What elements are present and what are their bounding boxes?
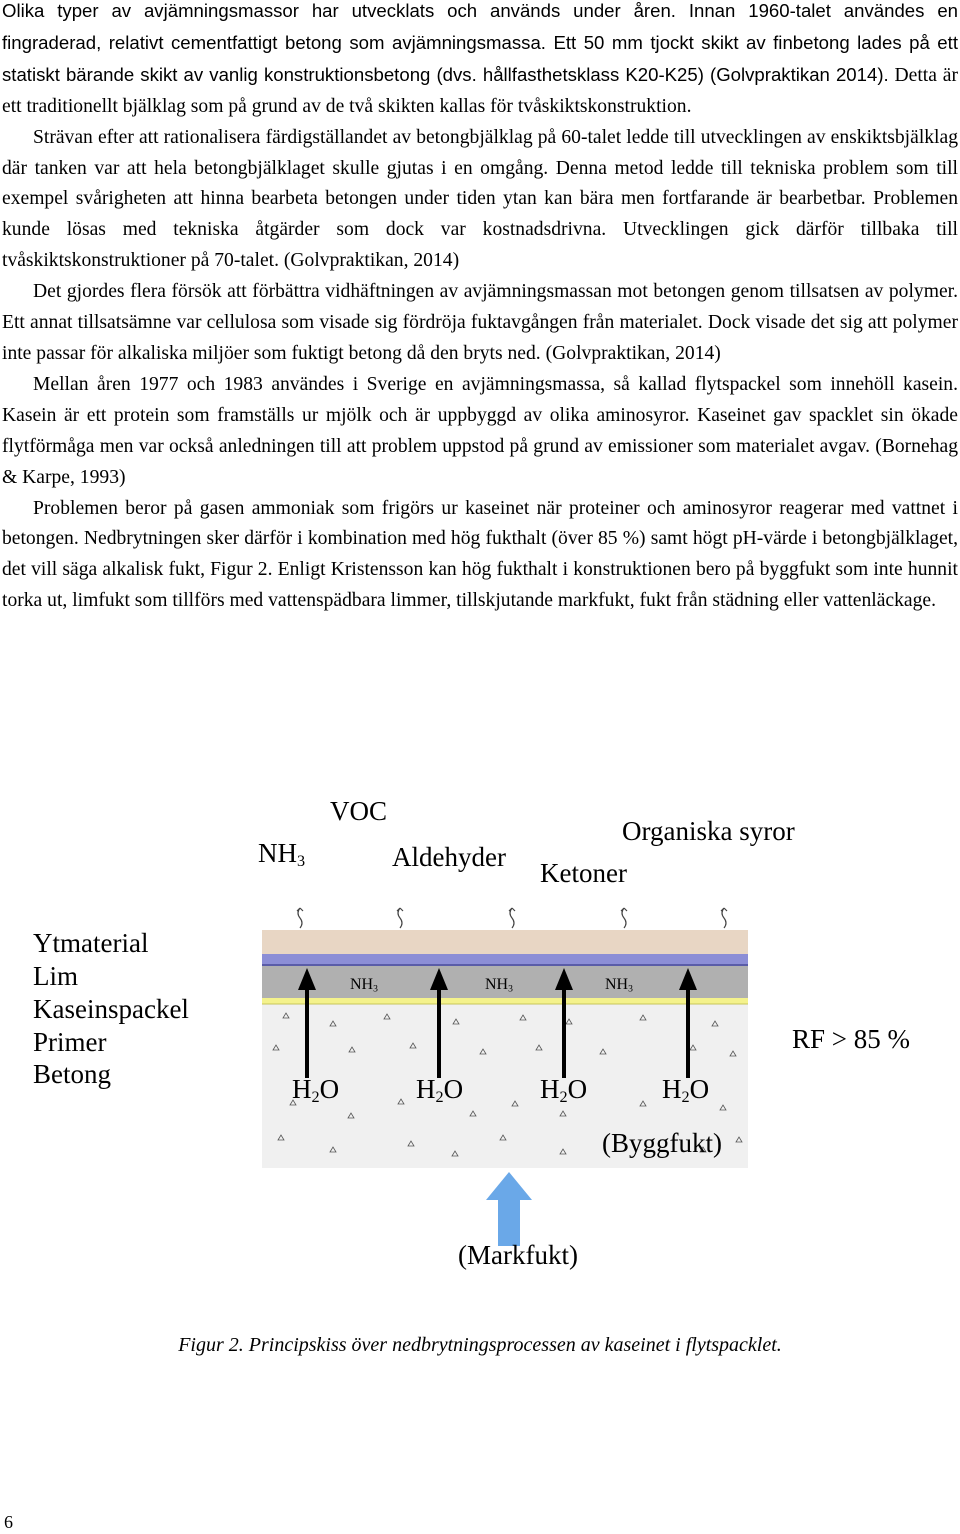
markfukt-arrow [486,1172,532,1246]
inner-nh3-label-3: $NH_3$ [605,976,633,995]
page-number: 6 [4,1512,13,1532]
wavy-arrow-5 [721,908,727,928]
body-text [2,0,958,617]
moisture-arrow-2-shaft [437,988,441,1078]
wavy-arrow-4 [621,908,627,928]
layer-ytmaterial [262,930,748,954]
markfukt-arrow-head [486,1172,532,1200]
layer-label-kaseinspackel: Kaseinspackel [33,994,189,1024]
rf-label: RF > 85 % [792,1024,910,1054]
moisture-arrow-3-shaft [562,988,566,1078]
emission-ketoner-label: Ketoner [540,858,627,888]
layer-label-primer: Primer [33,1027,107,1057]
paragraph-4: Mellan åren 1977 och 1983 användes i Sverige en avjämningsmassa, så kallad flytspackel som innehöll kasein. Kasein är ett protein som framställs ur mjölk och är uppbyggd av olika aminosyror. Kaseinet gav spacklet sin ökade flytförmåga men var också anledningen till att problem uppstod på grund av emissioner som materialet avgav. (Bornehag & Karpe, 1993) [2,373,958,488]
paragraph-1 [2,0,958,123]
inner-nh3-label-2: $NH_3$ [485,976,513,995]
emission-voc-label: VOC [330,796,388,826]
emission-nh3-label: $NH_3$ [258,838,306,871]
figure-caption: Figur 2. Principskiss över nedbrytningsprocessen av kaseinet i flytspacklet. [178,1334,782,1356]
moisture-arrow-4-shaft [686,988,690,1078]
h2o-label-1: $H_2O$ [292,1074,340,1107]
paragraph-3: Det gjordes flera försök att förbättra vidhäftningen av avjämningsmassan mot betongen genom tillsatsen av polymer. Ett annat tillsatsämne var cellulosa som visade sig fördröja fuktavgången från materialet. Dock visade det sig att polymer inte passar för alkaliska miljöer som fuktigt betong då den bryts ned. (Golvpraktikan, 2014) [2,281,958,364]
paragraph-1-sans-part: Olika typer av avjämningsmassor har utvecklats och används under åren. Innan 1960-talet användes en fingraderad, relativt cementfattigt betong som avjämningsmassa. Ett 50 mm tjockt skikt av finbetong lades på ett statiskt bärande skikt av vanlig konstruktionsbetong (dvs. hållfasthetsklass K20-K25) (Golvpraktikan 2014). [2,0,958,85]
markfukt-arrow-shaft [498,1196,520,1246]
emission-wavy-arrows [297,908,727,928]
figure-2 [0,780,960,1300]
wavy-arrow-1 [297,908,303,928]
moisture-arrow-1-shaft [305,988,309,1078]
byggfukt-label: (Byggfukt) [602,1128,722,1158]
emission-aldehyder-label: Aldehyder [392,842,506,872]
paragraph-5: Problemen beror på gasen ammoniak som frigörs ur kaseinet när proteiner och aminosyror reagerar med vattnet i betongen. Nedbrytningen sker därför i kombination med hög fukthalt (över 85 %) samt högt pH-värde i betongbjälklaget, det vill säga alkalisk fukt, Figur 2. Enligt Kristensson kan hög fukthalt i konstruktionen bero på byggfukt som inte hunnit torka ut, limfukt som tillförs med vattenspädbara limmer, tillskjutande markfukt, fukt från städning eller vattenläckage. [2,497,958,612]
inner-nh3-label-1: $NH_3$ [350,976,378,995]
h2o-label-3: $H_2O$ [540,1074,588,1107]
wavy-arrow-3 [509,908,515,928]
layer-label-ytmaterial: Ytmaterial [33,928,149,958]
layer-lim [262,954,748,964]
emission-organiska-syror-label: Organiska syror [622,816,795,846]
paragraph-2: Strävan efter att rationalisera färdigställandet av betongbjälklag på 60-talet ledde till utvecklingen av enskiktsbjälklag där tanken var att hela betongbjälklaget skulle gjutas i en omgång. Denna metod ledde till tekniska problem som till exempel svårigheten att hinna bearbeta betongen under tiden ytan kan bära men fortfarande är bearbetbar. Problemen kunde lösas med tekniska åtgärder som dock var kostnadsdrivna. Utvecklingen gick därför tillbaka till tvåskiktskonstruktioner på 70-talet. (Golvpraktikan, 2014) [2,126,958,272]
wavy-arrow-2 [397,908,403,928]
markfukt-label: (Markfukt) [458,1240,578,1270]
layer-label-lim: Lim [33,961,78,991]
paragraph-1-serif-part: Detta är ett traditionellt bjälklag som på grund av de två skikten kallas för tvåskiktskonstruktion. [2,64,958,117]
layer-primer [262,998,748,1004]
layer-lim-edge [262,964,748,966]
layer-label-betong: Betong [33,1059,111,1089]
h2o-label-4: $H_2O$ [662,1074,710,1107]
h2o-label-2: $H_2O$ [416,1074,464,1107]
